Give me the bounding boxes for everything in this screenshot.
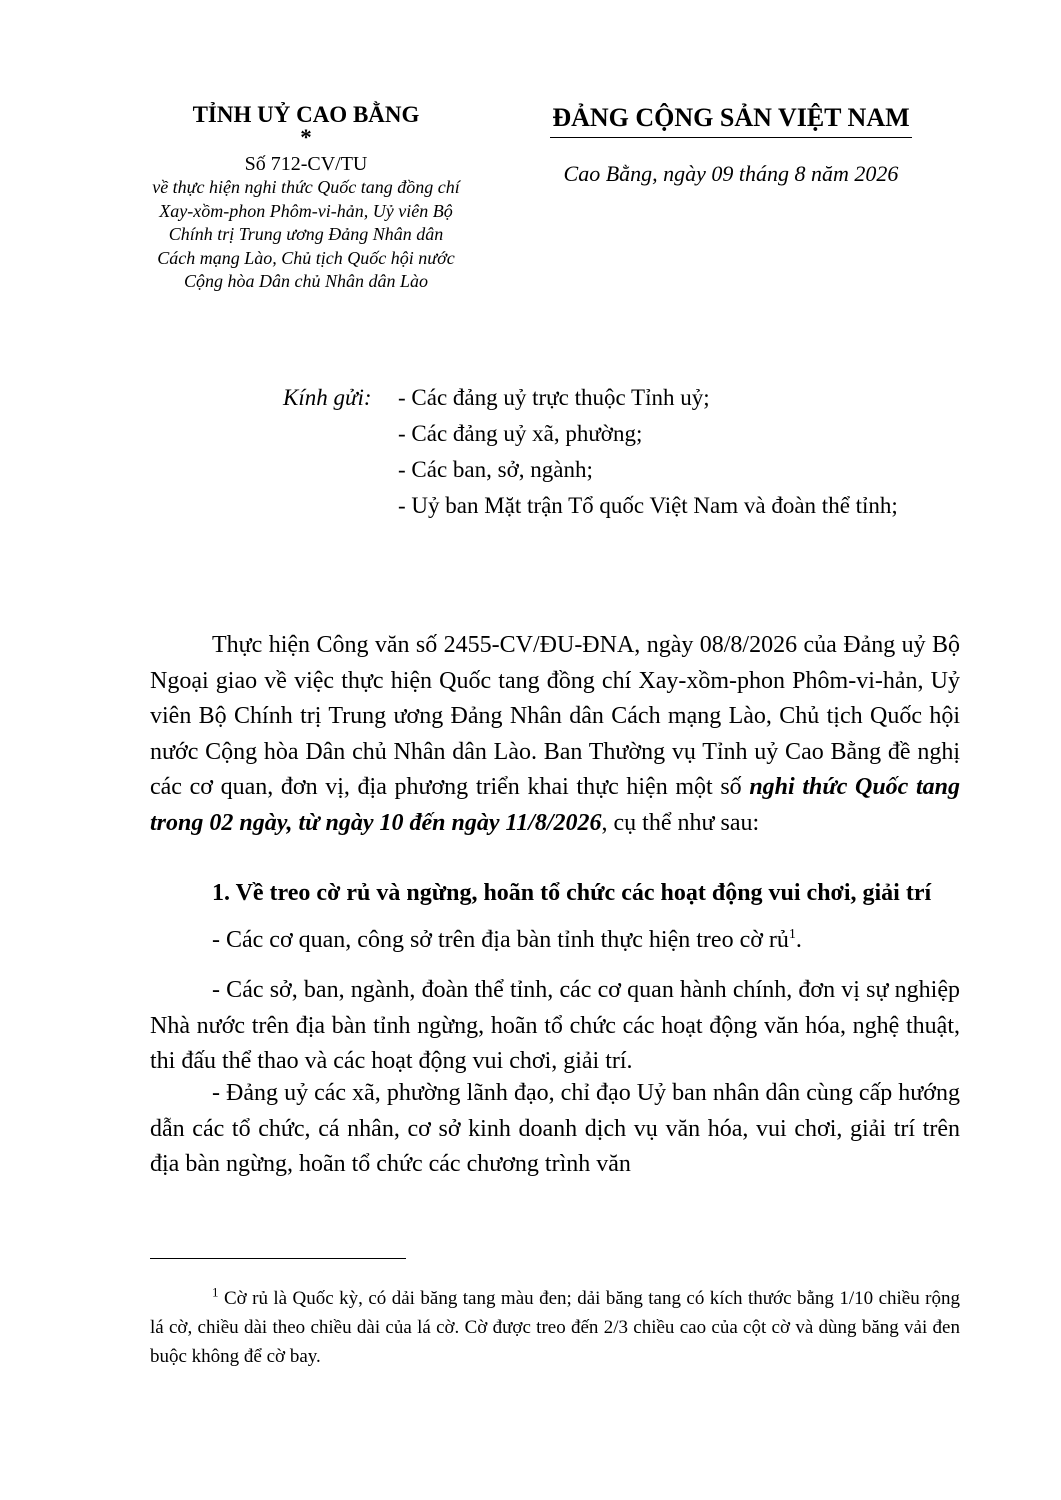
- recipient-item: - Các đảng uỷ xã, phường;: [398, 421, 643, 446]
- flag-tail: .: [795, 927, 802, 953]
- footnote-marker: 1: [212, 1284, 219, 1300]
- header-star: *: [300, 125, 312, 150]
- header-left: [150, 100, 462, 294]
- party-name: ĐẢNG CỘNG SẢN VIỆT NAM: [552, 103, 910, 132]
- recipient-item: - Uỷ ban Mặt trận Tổ quốc Việt Nam và đoàn thể tỉnh;: [398, 493, 898, 518]
- body-paragraph-communes: - Đảng uỷ các xã, phường lãnh đạo, chỉ đạo Uỷ ban nhân dân cùng cấp hướng dẫn các tổ chức, cá nhân, cơ sở kinh doanh dịch vụ văn hóa, vui chơi, giải trí trên địa bàn ngừng, hoãn tổ chức các chương trình văn: [150, 1080, 960, 1177]
- recipients-list: [398, 380, 898, 524]
- document-number: Số 712-CV/TU: [244, 153, 368, 175]
- section-heading-1: 1. Về treo cờ rủ và ngừng, hoãn tổ chức các hoạt động vui chơi, giải trí: [212, 880, 932, 906]
- party-underline: [550, 137, 912, 138]
- intro-emphasis: nghi thức Quốc tang trong 02 ngày, từ ngày 10 đến ngày 11/8/2026: [150, 774, 960, 836]
- footnote-reference[interactable]: 1: [788, 927, 796, 942]
- body-paragraph-flag: [150, 923, 960, 959]
- footnote: [150, 1284, 960, 1371]
- footnote-text: Cờ rủ là Quốc kỳ, có dải băng tang màu đen; dải băng tang có kích thước bằng 1/10 chiều rộng lá cờ, chiều dài theo chiều dài của lá cờ. Cờ được treo đến 2/3 chiều cao của cột cờ và dùng băng vải đen buộc không để cờ bay.: [150, 1288, 960, 1367]
- body-paragraph-agencies: - Các sở, ban, ngành, đoàn thể tỉnh, các cơ quan hành chính, đơn vị sự nghiệp Nhà nước trên địa bàn tỉnh ngừng, hoãn tổ chức các hoạt động văn hóa, nghệ thuật, thi đấu thể thao và các hoạt động vui chơi, giải trí.: [150, 977, 960, 1074]
- footnote-separator: [150, 1258, 406, 1259]
- document-subject: về thực hiện nghi thức Quốc tang đồng chí Xay-xồm-phon Phôm-vi-hản, Uỷ viên Bộ Chính trị Trung ương Đảng Nhân dân Cách mạng Lào, Chủ tịch Quốc hội nước Cộng hòa Dân chủ Nhân dân Lào: [152, 177, 460, 291]
- issuing-organization: TỈNH UỶ CAO BẰNG: [192, 102, 420, 127]
- flag-text: - Các cơ quan, công sở trên địa bàn tỉnh thực hiện treo cờ rủ: [212, 927, 789, 953]
- recipient-item: - Các ban, sở, ngành;: [398, 457, 593, 482]
- body-paragraph-intro: [150, 628, 960, 841]
- recipient-item: - Các đảng uỷ trực thuộc Tỉnh uỷ;: [398, 385, 710, 410]
- intro-text: Thực hiện Công văn số 2455-CV/ĐU-ĐNA, ngày 08/8/2026 của Đảng uỷ Bộ Ngoại giao về việc thực hiện Quốc tang đồng chí Xay-xồm-phon Phôm-vi-hản, Uỷ viên Bộ Chính trị Trung ương Đảng Nhân dân Cách mạng Lào, Chủ tịch Quốc hội nước Cộng hòa Dân chủ Nhân dân Lào. Ban Thường vụ Tỉnh uỷ Cao Bằng đề nghị các cơ quan, đơn vị, địa phương triển khai thực hiện một số: [150, 632, 960, 800]
- place-date: Cao Bằng, ngày 09 tháng 8 năm 2026: [563, 161, 899, 186]
- recipients-label: Kính gửi:: [283, 385, 372, 410]
- intro-tail: , cụ thể như sau:: [601, 809, 760, 836]
